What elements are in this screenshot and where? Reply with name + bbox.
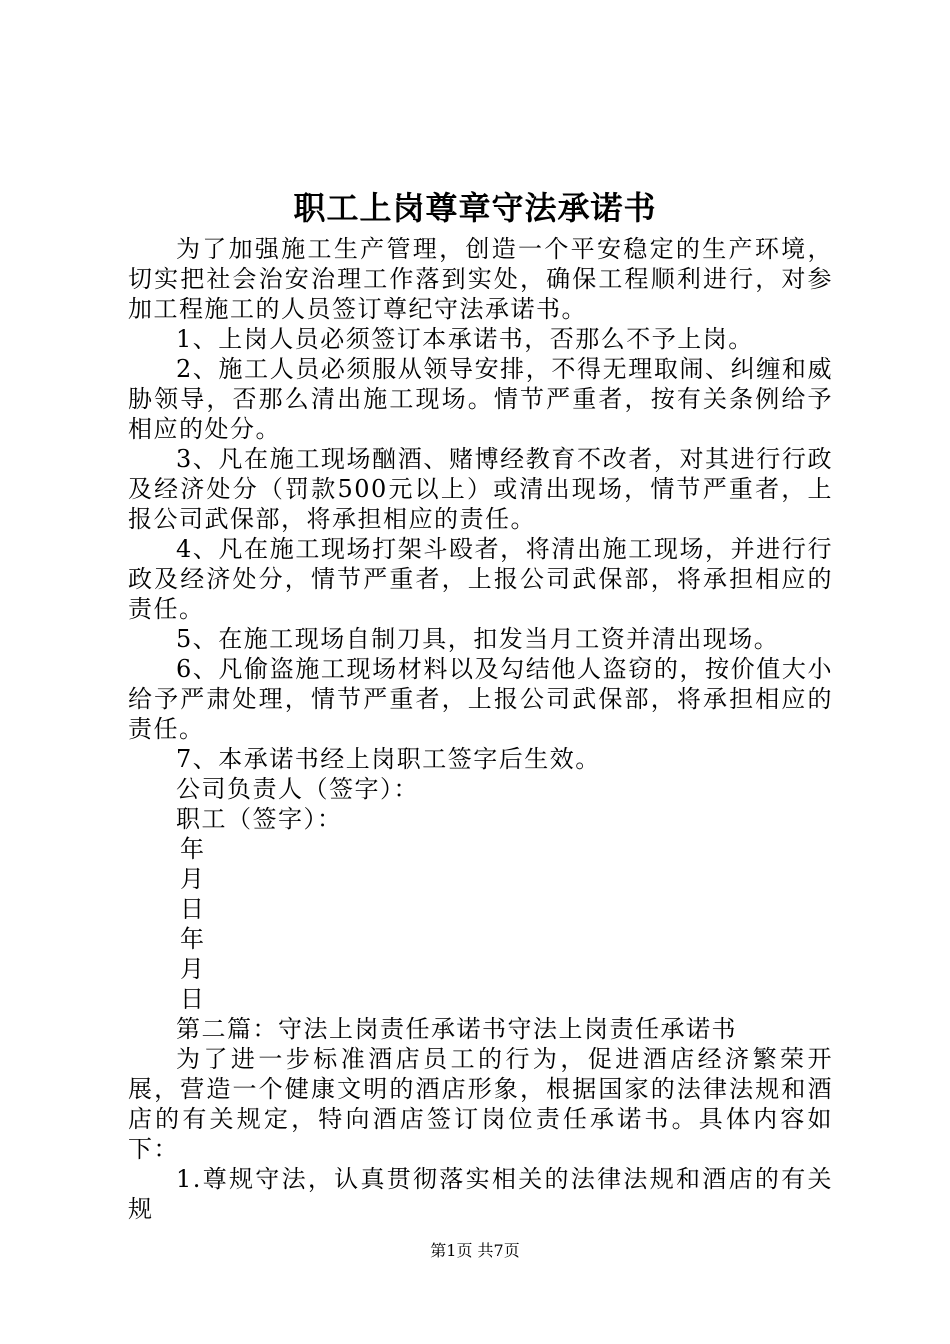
document-title: 职工上岗尊章守法承诺书 (293, 189, 657, 227)
worker-signature-line: 职工（签字）： (176, 805, 343, 833)
second-section-title: 第二篇：守法上岗责任承诺书守法上岗责任承诺书 (176, 1015, 737, 1043)
date-month: 月 (180, 865, 206, 893)
list-item: 4、凡在施工现场打架斗殴者，将清出施工现场，并进行行政及经济处分，情节严重者，上报公司武保部，将承担相应的责任。 (128, 535, 833, 623)
company-signature-line: 公司负责人（签字）： (176, 775, 419, 803)
date-day: 日 (180, 985, 206, 1013)
page-footer: 第1页 共7页 (430, 1241, 520, 1260)
list-item: 1、上岗人员必须签订本承诺书，否那么不予上岗。 (176, 325, 754, 353)
date-year: 年 (180, 835, 206, 863)
date-month: 月 (180, 955, 206, 983)
list-item: 5、在施工现场自制刀具，扣发当月工资并清出现场。 (176, 625, 780, 653)
document-body (128, 234, 833, 1224)
date-day: 日 (180, 895, 206, 923)
list-item: 1.尊规守法，认真贯彻落实相关的法律法规和酒店的有关规 (128, 1165, 833, 1223)
list-item: 6、凡偷盗施工现场材料以及勾结他人盗窃的，按价值大小给予严肃处理，情节严重者，上报公司武保部，将承担相应的责任。 (128, 655, 833, 743)
date-year: 年 (180, 925, 206, 953)
intro-paragraph: 为了加强施工生产管理，创造一个平安稳定的生产环境，切实把社会治安治理工作落到实处，确保工程顺利进行，对参加工程施工的人员签订尊纪守法承诺书。 (128, 235, 833, 323)
list-item: 2、施工人员必须服从领导安排，不得无理取闹、纠缠和威胁领导，否那么清出施工现场。情节严重者，按有关条例给予相应的处分。 (128, 355, 833, 443)
second-intro-paragraph: 为了进一步标准酒店员工的行为，促进酒店经济繁荣开展，营造一个健康文明的酒店形象，根据国家的法律法规和酒店的有关规定，特向酒店签订岗位责任承诺书。具体内容如下： (128, 1045, 833, 1163)
list-item: 3、凡在施工现场酗酒、赌博经教育不改者，对其进行行政及经济处分（罚款500元以上）或清出现场，情节严重者，上报公司武保部，将承担相应的责任。 (128, 445, 833, 533)
list-item: 7、本承诺书经上岗职工签字后生效。 (176, 745, 601, 773)
